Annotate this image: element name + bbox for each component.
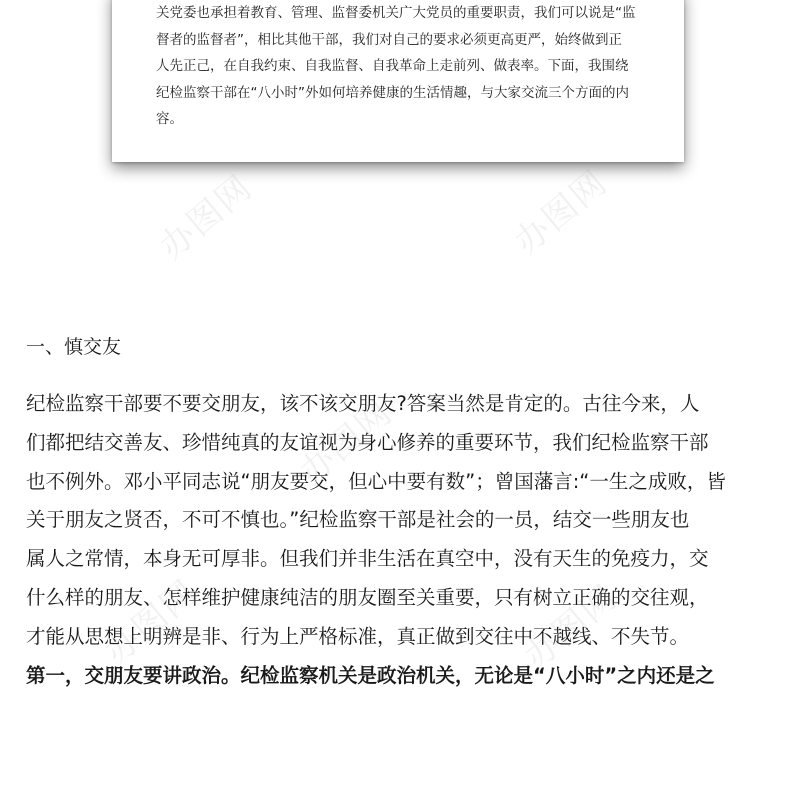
- card-line: 纪检监察干部在“八小时”外如何培养健康的生活情趣，与大家交流三个方面的内: [156, 84, 629, 101]
- watermark: 办图网: [97, 572, 206, 673]
- watermark: 办图网: [292, 392, 401, 493]
- section-body: [26, 385, 786, 695]
- body-line: 纪检监察干部要不要交朋友，该不该交朋友?答案当然是肯定的。古往今来，人: [26, 392, 700, 415]
- body-line: 们都把结交善友、珍惜纯真的友谊视为身心修养的重要环节，我们纪检监察干部: [26, 430, 709, 454]
- card-line: 人先正己，在自我约束、自我监督、自我革命上走前列、做表率。下面，我围绕: [156, 58, 629, 74]
- card-line: 关党委也承担着教育、管理、监督委机关广大党员的重要职责，我们可以说是“监: [156, 5, 636, 21]
- card-paragraph: [156, 0, 648, 133]
- body-line-subheading: 第一，交朋友要讲政治。纪检监察机关是政治机关，无论是“八小时”之内还是之: [26, 663, 715, 687]
- body-line: 属人之常情，本身无可厚非。但我们并非生活在真空中，没有天生的免疫力，交: [26, 547, 709, 571]
- body-line: 关于朋友之贤否，不可不慎也。”纪检监察干部是社会的一员，结交一些朋友也: [26, 508, 690, 532]
- body-line: 也不例外。邓小平同志说“朋友要交，但心中要有数”；曾国藩言:“一生之成败，皆: [26, 469, 726, 493]
- section-heading: 一、慎交友: [26, 336, 122, 358]
- body-line: 才能从思想上明辨是非、行为上严格标准，真正做到交往中不越线、不失节。: [26, 624, 690, 648]
- card-line: 督者的监督者”，相比其他干部，我们对自己的要求必须更高更严，始终做到正: [156, 31, 622, 48]
- body-line: 什么样的朋友、怎样维护健康纯洁的朋友圈至关重要，只有树立正确的交往观，: [26, 585, 709, 609]
- watermark: 办图网: [152, 167, 261, 268]
- watermark: 办图网: [507, 162, 616, 263]
- card-line: 容。: [156, 111, 183, 127]
- watermark: 办图网: [517, 577, 626, 678]
